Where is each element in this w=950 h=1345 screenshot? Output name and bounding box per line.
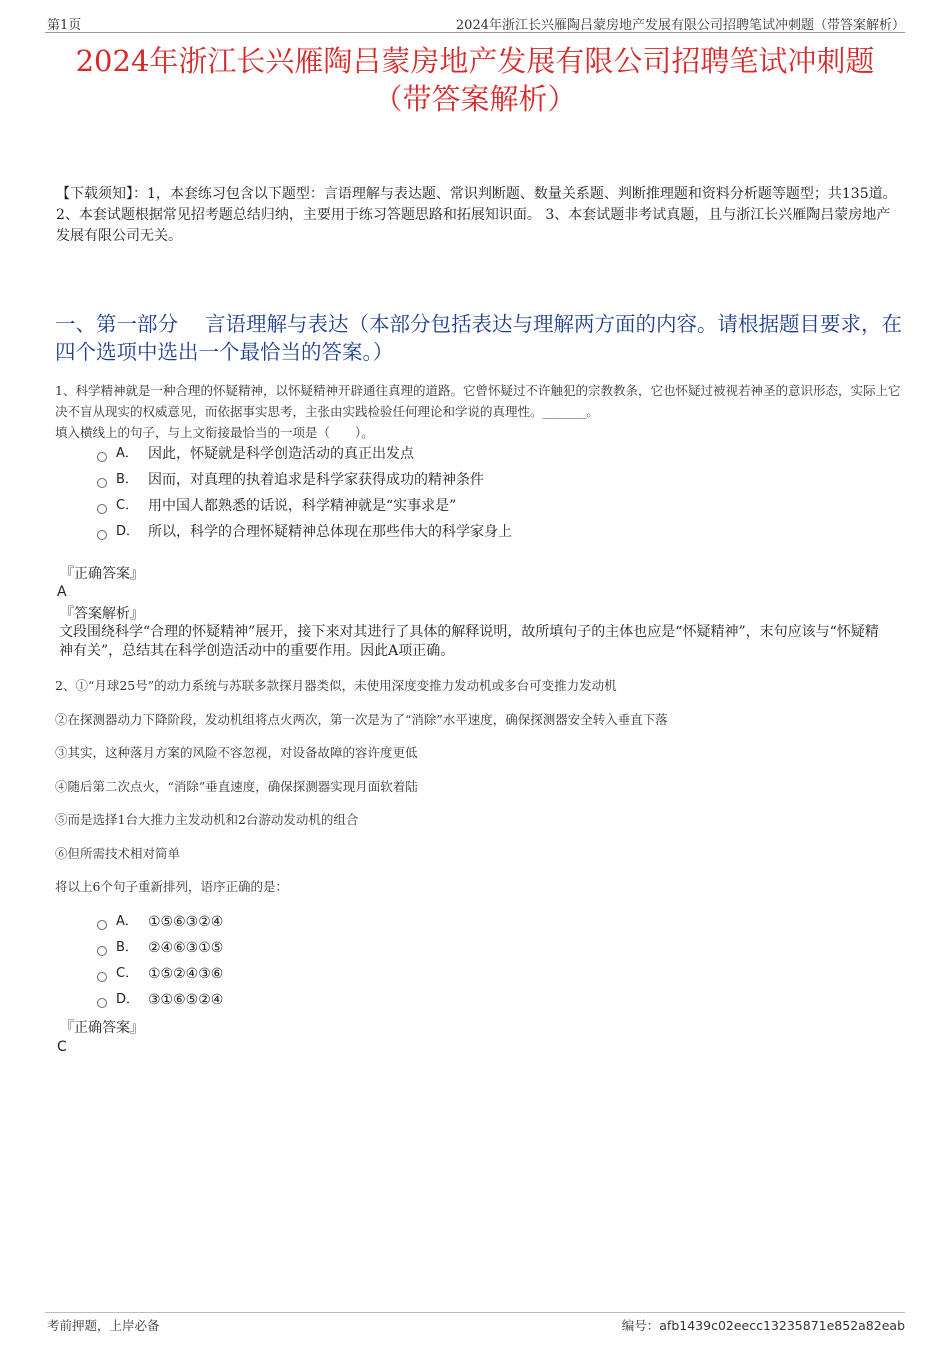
q1-option-c[interactable]: C． 用中国人都熟悉的话说，科学精神就是“实事求是” xyxy=(97,496,456,516)
q1-option-a[interactable]: A． 因此，怀疑就是科学创造活动的真正出发点 xyxy=(97,444,414,464)
q2-option-b[interactable]: B． ②④⑥③①⑤ xyxy=(97,938,223,958)
q1-answer: A xyxy=(57,584,67,600)
footer-slogan: 考前押题，上岸必备 xyxy=(47,1318,160,1333)
q2-option-a[interactable]: A． ①⑤⑥③②④ xyxy=(97,912,223,932)
radio-icon[interactable] xyxy=(97,504,107,514)
q2-stem: 2、①“月球25号”的动力系统与苏联多款探月器类似，未使用深度变推力发动机或多台可变推力发动机 xyxy=(55,678,617,693)
q2-prompt: 将以上6个句子重新排列，语序正确的是： xyxy=(55,879,288,894)
q2-option-c[interactable]: C． ①⑤②④③⑥ xyxy=(97,964,223,984)
radio-icon[interactable] xyxy=(97,998,107,1008)
radio-icon[interactable] xyxy=(97,972,107,982)
q2-sentence-2: ②在探测器动力下降阶段，发动机组将点火两次，第一次是为了“消除”水平速度，确保探测器安全转入垂直下落 xyxy=(55,712,668,727)
running-header-title: 2024年浙江长兴雁陶吕蒙房地产发展有限公司招聘笔试冲刺题（带答案解析） xyxy=(455,18,905,33)
q1-explain-label: 『答案解析』 xyxy=(60,606,144,622)
q2-answer: C xyxy=(57,1039,67,1055)
radio-icon[interactable] xyxy=(97,530,107,540)
radio-icon[interactable] xyxy=(97,452,107,462)
q1-answer-label: 『正确答案』 xyxy=(60,566,144,582)
q1-prompt: 填入横线上的句子，与上文衔接最恰当的一项是（ ）。 xyxy=(55,425,374,440)
q2-sentence-3: ③其实，这种落月方案的风险不容忽视，对设备故障的容许度更低 xyxy=(55,745,418,760)
radio-icon[interactable] xyxy=(97,920,107,930)
q2-option-d[interactable]: D． ③①⑥⑤②④ xyxy=(97,990,223,1010)
header-divider xyxy=(45,32,905,33)
q2-sentence-4: ④随后第二次点火，“消除”垂直速度，确保探测器实现月面软着陆 xyxy=(55,779,418,794)
download-notice: 【下载须知】：1，本套练习包含以下题型：言语理解与表达题、常识判断题、数量关系题、判断推理题和资料分析题等题型；共135道。 2、本套试题根据常见招考题总结归纳，主要用于练习答题思路和拓展知识面。 3、本套试题非考试真题，且与浙江长兴雁陶吕蒙房地产发展有限公司无关。 xyxy=(56,186,897,244)
q2-answer-label: 『正确答案』 xyxy=(60,1020,144,1036)
document-title xyxy=(40,42,910,118)
q2-sentence-5: ⑤而是选择1台大推力主发动机和2台游动发动机的组合 xyxy=(55,812,359,827)
title-line-1: 2024年浙江长兴雁陶吕蒙房地产发展有限公司招聘笔试冲刺题 xyxy=(75,44,875,78)
footer-divider xyxy=(45,1312,905,1313)
q1-stem: 1、科学精神就是一种合理的怀疑精神，以怀疑精神开辟通往真理的道路。它曾怀疑过不许触犯的宗教教条，它也怀疑过被视若神圣的意识形态，实际上它决不盲从现实的权威意见，而依据事实思考，主张由实践检验任何理论和学说的真理性。_______。 xyxy=(55,383,901,419)
q1-option-d[interactable]: D． 所以，科学的合理怀疑精神总体现在那些伟大的科学家身上 xyxy=(97,522,512,542)
section-heading: 一、第一部分 言语理解与表达（本部分包括表达与理解两方面的内容。请根据题目要求，在四个选项中选出一个最恰当的答案。） xyxy=(55,312,903,364)
q2-sentence-6: ⑥但所需技术相对简单 xyxy=(55,846,181,861)
q1-explanation: 文段围绕科学“合理的怀疑精神”展开，接下来对其进行了具体的解释说明，故所填句子的主体也应是“怀疑精神”，末句应该与“怀疑精神有关”，总结其在科学创造活动中的重要作用。因此A项正确。 xyxy=(59,624,879,659)
q1-option-b[interactable]: B． 因而，对真理的执着追求是科学家获得成功的精神条件 xyxy=(97,470,484,490)
title-line-2: （带答案解析） xyxy=(373,82,577,116)
page-number: 第1页 xyxy=(47,18,82,33)
document-id: 编号：afb1439c02eecc13235871e852a82eab xyxy=(621,1318,905,1333)
radio-icon[interactable] xyxy=(97,478,107,488)
radio-icon[interactable] xyxy=(97,946,107,956)
